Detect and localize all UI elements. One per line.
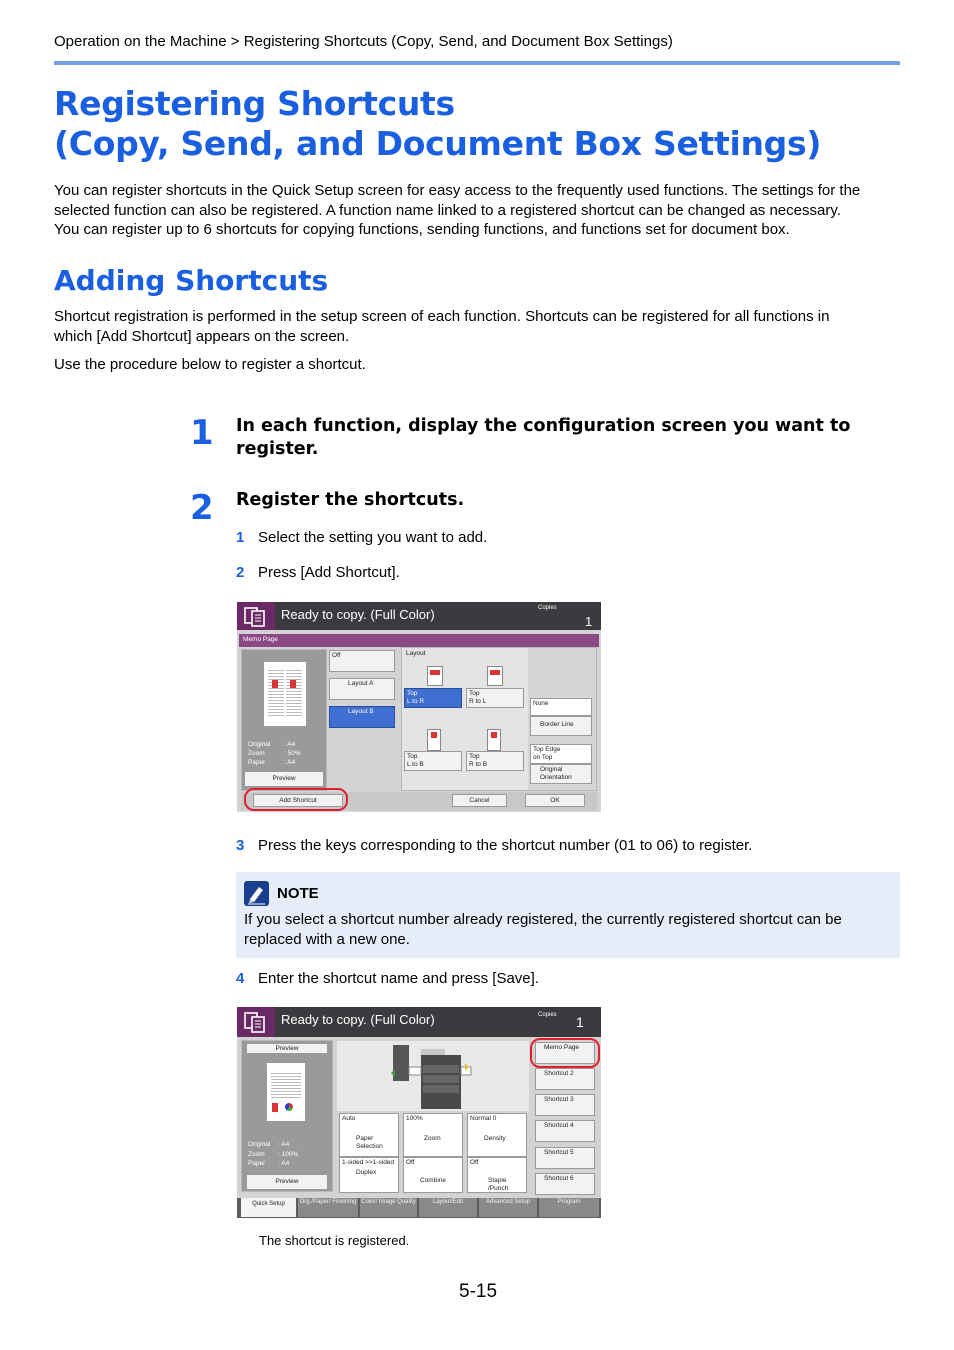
func-value: Off: [470, 1159, 479, 1166]
substep-text: Select the setting you want to add.: [258, 529, 488, 546]
func-value: Auto: [342, 1115, 356, 1122]
note-icon: [244, 881, 269, 906]
substep-3: [236, 837, 752, 854]
substep-number: 2: [236, 564, 245, 581]
border-line-button[interactable]: Border Line: [530, 716, 592, 736]
func-label: Zoom: [424, 1135, 441, 1142]
preview-button[interactable]: Preview: [246, 1174, 328, 1190]
layout-top-l-to-b[interactable]: Top L to B: [404, 751, 462, 771]
status-text: Ready to copy. (Full Color): [281, 1012, 435, 1027]
note-line: If you select a shortcut number already registered, the currently registered shortcut can be: [244, 911, 842, 928]
layout-icon: [487, 666, 503, 686]
substep-2: [236, 564, 400, 581]
section-line: which [Add Shortcut] appears on the screen.: [54, 327, 350, 345]
func-label: Paper Selection: [356, 1135, 383, 1150]
substep-number: 1: [236, 529, 245, 546]
func-label: Density: [484, 1135, 506, 1142]
layout-panel: [401, 647, 597, 791]
step-2-text: Register the shortcuts.: [236, 490, 465, 510]
func-label: Staple /Punch: [488, 1177, 509, 1192]
staple-punch-button[interactable]: [467, 1157, 527, 1193]
combine-button[interactable]: [403, 1157, 463, 1193]
cancel-button[interactable]: Cancel: [452, 794, 507, 807]
func-label: Duplex: [356, 1169, 377, 1176]
status-text: Ready to copy. (Full Color): [281, 607, 435, 622]
preview-button[interactable]: Preview: [244, 771, 324, 787]
info-block: Original : A4 Zoom : 100% Paper : A4: [248, 1141, 299, 1167]
preview-pane: [241, 649, 327, 791]
preview-page-image: [267, 1063, 305, 1121]
status-bar: [237, 1007, 601, 1037]
edge-value: Top Edge on Top: [530, 744, 592, 764]
substep-4: [236, 970, 539, 987]
copies-label: Copies: [538, 1012, 557, 1018]
step-1-line: register.: [236, 439, 319, 459]
caption: The shortcut is registered.: [259, 1233, 410, 1248]
procedure-intro: Use the procedure below to register a shortcut.: [54, 356, 366, 373]
step-1-line: In each function, display the configuration screen you want to: [236, 416, 851, 436]
ok-button[interactable]: OK: [525, 794, 585, 807]
section-title: Adding Shortcuts: [54, 264, 329, 297]
section-line: Shortcut registration is performed in the setup screen of each function. Shortcuts can be registered for all functions in: [54, 308, 830, 325]
density-button[interactable]: [467, 1113, 527, 1157]
layout-icon: [427, 666, 443, 686]
highlight-ring: [244, 788, 348, 811]
substep-number: 3: [236, 837, 245, 854]
border-none-value: None: [530, 698, 592, 716]
copy-icon: [237, 1007, 275, 1037]
substep-text: Enter the shortcut name and press [Save].: [258, 970, 539, 987]
step-2-number: 2: [190, 488, 214, 528]
quick-setup-screen: [237, 1007, 601, 1218]
shortcut-4-button[interactable]: Shortcut 4: [535, 1120, 595, 1142]
substep-1: [236, 529, 487, 546]
tab-memo-page[interactable]: Memo Page: [239, 634, 599, 647]
copy-memo-page-screen: [237, 602, 601, 812]
tab-bar: [237, 1198, 601, 1218]
layout-top-r-to-b[interactable]: Top R to B: [466, 751, 524, 771]
note-line: replaced with a new one.: [244, 931, 410, 948]
page-number: 5-15: [459, 1281, 498, 1302]
substep-text: Press the keys corresponding to the shortcut number (01 to 06) to register.: [258, 837, 753, 854]
func-value: Off: [406, 1159, 415, 1166]
duplex-button[interactable]: [339, 1157, 399, 1193]
func-value: Normal 0: [470, 1115, 497, 1122]
header-rule: [54, 61, 900, 65]
highlight-ring: [530, 1038, 600, 1068]
option-layout-b[interactable]: Layout B: [329, 706, 395, 728]
step-1-number: 1: [190, 413, 214, 453]
intro-line: You can register shortcuts in the Quick Setup screen for easy access to the frequently used functions. The settings for the: [54, 182, 861, 199]
border-options: [528, 648, 596, 790]
func-value: 100%: [406, 1115, 423, 1122]
substep-number: 4: [236, 970, 245, 987]
func-label: Combine: [420, 1177, 447, 1184]
tab-color-image-quality[interactable]: Color/ Image Quality: [360, 1198, 417, 1217]
copies-value: 1: [585, 614, 593, 629]
copies-value: 1: [576, 1014, 584, 1030]
tab-org-paper-finishing[interactable]: Org./Paper/ Finishing: [298, 1198, 358, 1217]
tab-quick-setup[interactable]: Quick Setup: [241, 1198, 296, 1217]
shortcut-2-button[interactable]: Shortcut 2: [535, 1068, 595, 1090]
layout-icon: [427, 729, 441, 751]
layout-top-r-to-l[interactable]: Top R to L: [466, 688, 524, 708]
intro-line: You can register up to 6 shortcuts for copying functions, sending functions, and functions set for document box.: [54, 221, 790, 238]
option-layout-a[interactable]: Layout A: [329, 678, 395, 700]
shortcut-6-button[interactable]: Shortcut 6: [535, 1173, 595, 1195]
page-title: [54, 84, 821, 164]
layout-icon: [487, 729, 501, 751]
zoom-button[interactable]: [403, 1113, 463, 1157]
preview-tab[interactable]: Preview: [246, 1043, 328, 1054]
intro-paragraph: [54, 181, 904, 240]
machine-illustration: [337, 1041, 529, 1111]
layout-top-l-to-r[interactable]: Top L to R: [404, 688, 462, 708]
page-title-line1: Registering Shortcuts: [54, 84, 455, 123]
note-body: [244, 910, 894, 950]
info-block: Original : A4 Zoom : 50% Paper : A4: [248, 741, 301, 766]
original-orientation-button[interactable]: Original Orientation: [530, 764, 592, 784]
func-value: 1-sided >>1-sided: [342, 1159, 395, 1166]
add-shortcut-button[interactable]: Add Shortcut: [253, 794, 343, 807]
note-title: NOTE: [277, 885, 319, 902]
shortcut-1-button[interactable]: Memo Page: [535, 1042, 595, 1064]
shortcut-5-button[interactable]: Shortcut 5: [535, 1147, 595, 1169]
step-1-text: [236, 415, 900, 461]
option-off[interactable]: Off: [329, 650, 395, 672]
tab-advanced-setup[interactable]: Advanced Setup: [479, 1198, 537, 1217]
tab-program[interactable]: Program: [539, 1198, 599, 1217]
layout-label: Layout: [406, 650, 426, 657]
tab-layout-edit[interactable]: Layout/Edit: [419, 1198, 477, 1217]
copies-label: Copies: [538, 605, 557, 611]
section-paragraph: [54, 307, 904, 346]
substep-text: Press [Add Shortcut].: [258, 564, 400, 581]
shortcut-3-button[interactable]: Shortcut 3: [535, 1094, 595, 1116]
copy-icon: [237, 602, 275, 630]
paper-selection-button[interactable]: [339, 1113, 399, 1157]
preview-pane: [241, 1040, 333, 1192]
preview-page-image: [264, 662, 306, 726]
status-bar: [237, 602, 601, 630]
breadcrumb: Operation on the Machine > Registering Shortcuts (Copy, Send, and Document Box Settings): [54, 33, 673, 50]
page-title-line2: (Copy, Send, and Document Box Settings): [54, 124, 822, 163]
intro-line: selected function can also be registered. A function name linked to a registered shortcut can be changed as necessary.: [54, 201, 841, 219]
